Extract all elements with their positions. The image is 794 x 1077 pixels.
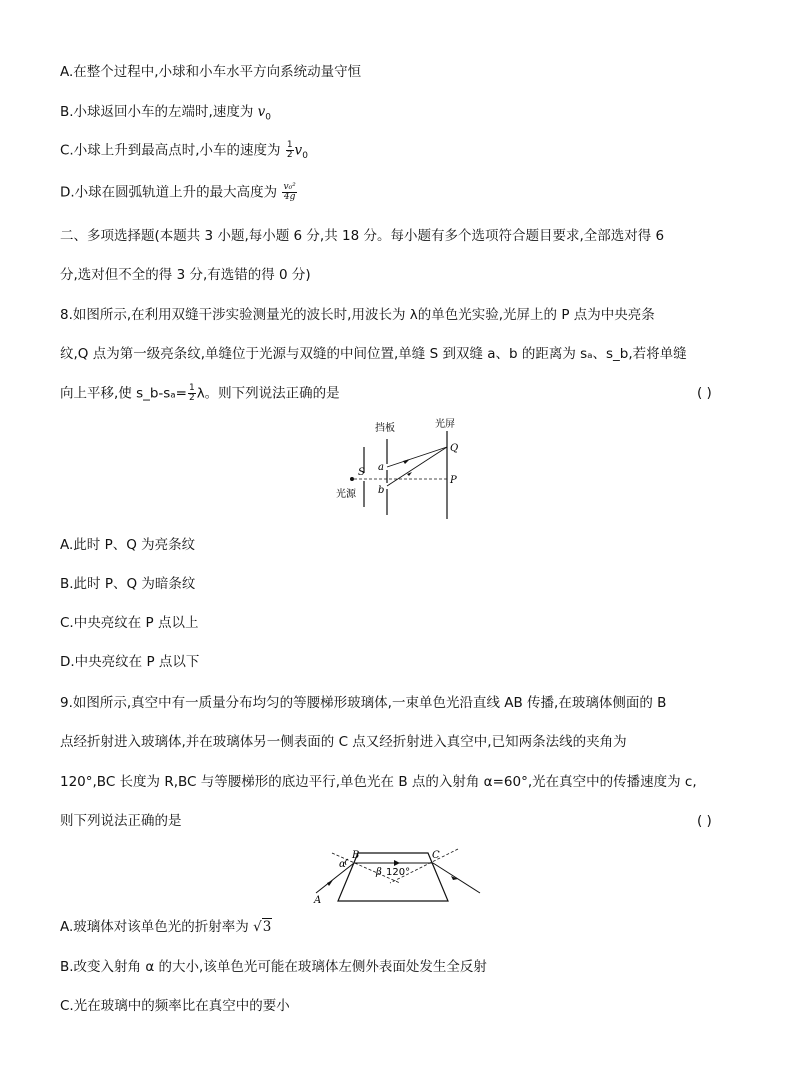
q7-option-c [60, 141, 308, 165]
q9-trapezoid-figure [308, 843, 488, 905]
label-b: B [352, 850, 360, 861]
q7-option-b [60, 103, 271, 127]
q9-option-a-text: A.玻璃体对该单色光的折射率为 [60, 919, 249, 935]
ray-a-arrow [403, 459, 410, 464]
incident-ray-arrow [327, 880, 333, 886]
q9-option-a [60, 918, 272, 936]
q8-line2: 纹,Q 点为第一级亮条纹,单缝位于光源与双缝的中间位置,单缝 S 到双缝 a、b 的距离为 sₐ、s_b,若将单缝 [60, 346, 687, 362]
q7-option-d-text: D.小球在圆弧轨道上升的最大高度为 [60, 184, 278, 201]
frac-den: 4g [283, 192, 296, 202]
q9-line4: 则下列说法正确的是 [60, 813, 182, 829]
label-alpha: α [339, 859, 346, 870]
section2-line1: 二、多项选择题(本题共 3 小题,每小题 6 分,共 18 分。每小题有多个选项符合题目要求,全部选对得 6 [60, 228, 665, 244]
sqrt-expression: √3 [253, 919, 272, 935]
label-s: S [358, 467, 365, 478]
q8-option-b: B.此时 P、Q 为暗条纹 [60, 576, 196, 592]
q8-line1: 8.如图所示,在利用双缝干涉实验测量光的波长时,用波长为 λ的单色光实验,光屏上的 P 点为中央亮条 [60, 307, 655, 323]
frac-num: v₀² [283, 182, 296, 192]
frac-den: 2 [188, 393, 195, 403]
ray-bc-arrow [394, 860, 400, 866]
q9-answer-paren[interactable]: ( ) [697, 813, 712, 829]
q9-line3: 120°,BC 长度为 R,BC 与等腰梯形的底边平行,单色光在 B 点的入射角 α=60°,光在真空中的传播速度为 c, [60, 774, 697, 790]
q7-option-c-fraction [286, 141, 294, 160]
frac-num: 1 [286, 140, 293, 150]
q8-line3-post: λ。则下列说法正确的是 [196, 385, 340, 402]
q7-option-c-text: C.小球上升到最高点时,小车的速度为 [60, 142, 281, 159]
label-q: Q [450, 443, 459, 454]
q8-line3-pre: 向上平移,使 s_b-sₐ= [60, 385, 187, 402]
label-c: C [432, 850, 440, 861]
sqrt-radicand: 3 [262, 919, 272, 935]
q7-option-b-var: v [257, 104, 266, 120]
incident-ray-ab [316, 863, 354, 893]
q7-option-d [60, 183, 298, 202]
q7-option-b-sub: 0 [265, 112, 272, 123]
label-120: 120° [386, 867, 411, 878]
label-screen: 光屏 [435, 419, 455, 430]
ray-b-to-q [387, 447, 447, 486]
label-source: 光源 [336, 489, 356, 500]
q7-option-c-sub: 0 [302, 151, 308, 162]
ray-a-to-q [387, 447, 447, 467]
q9-option-b: B.改变入射角 α 的大小,该单色光可能在玻璃体左侧外表面处发生全反射 [60, 959, 487, 975]
label-a: a [378, 462, 384, 473]
q7-option-b-text: B.小球返回小车的左端时,速度为 [60, 104, 254, 120]
frac-den: 2 [286, 150, 293, 160]
q7-option-c-var: v [294, 142, 303, 159]
label-beta: β [376, 867, 382, 878]
label-baffle: 挡板 [375, 423, 395, 434]
q8-answer-paren[interactable]: ( ) [697, 385, 712, 401]
q8-option-a: A.此时 P、Q 为亮条纹 [60, 537, 196, 553]
q8-line3-fraction [188, 384, 196, 403]
q9-option-c: C.光在玻璃中的频率比在真空中的要小 [60, 998, 290, 1014]
q9-line1: 9.如图所示,真空中有一质量分布均匀的等腰梯形玻璃体,一束单色光沿直线 AB 传播,在玻璃体侧面的 B [60, 695, 667, 711]
label-b: b [378, 485, 385, 496]
exit-ray [433, 863, 480, 893]
frac-num: 1 [188, 383, 195, 393]
q8-option-c: C.中央亮纹在 P 点以上 [60, 615, 199, 631]
light-source-dot [350, 477, 354, 481]
section2-line2: 分,选对但不全的得 3 分,有选错的得 0 分) [60, 267, 311, 283]
q8-line3 [60, 384, 340, 403]
q8-double-slit-figure [330, 415, 470, 523]
q8-option-d: D.中央亮纹在 P 点以下 [60, 654, 200, 670]
q7-option-d-fraction [282, 183, 296, 202]
q9-line2: 点经折射进入玻璃体,并在玻璃体另一侧表面的 C 点又经折射进入真空中,已知两条法线的夹角为 [60, 734, 627, 750]
label-a: A [314, 895, 322, 905]
q7-option-a: A.在整个过程中,小球和小车水平方向系统动量守恒 [60, 64, 362, 80]
label-p: P [450, 475, 457, 486]
